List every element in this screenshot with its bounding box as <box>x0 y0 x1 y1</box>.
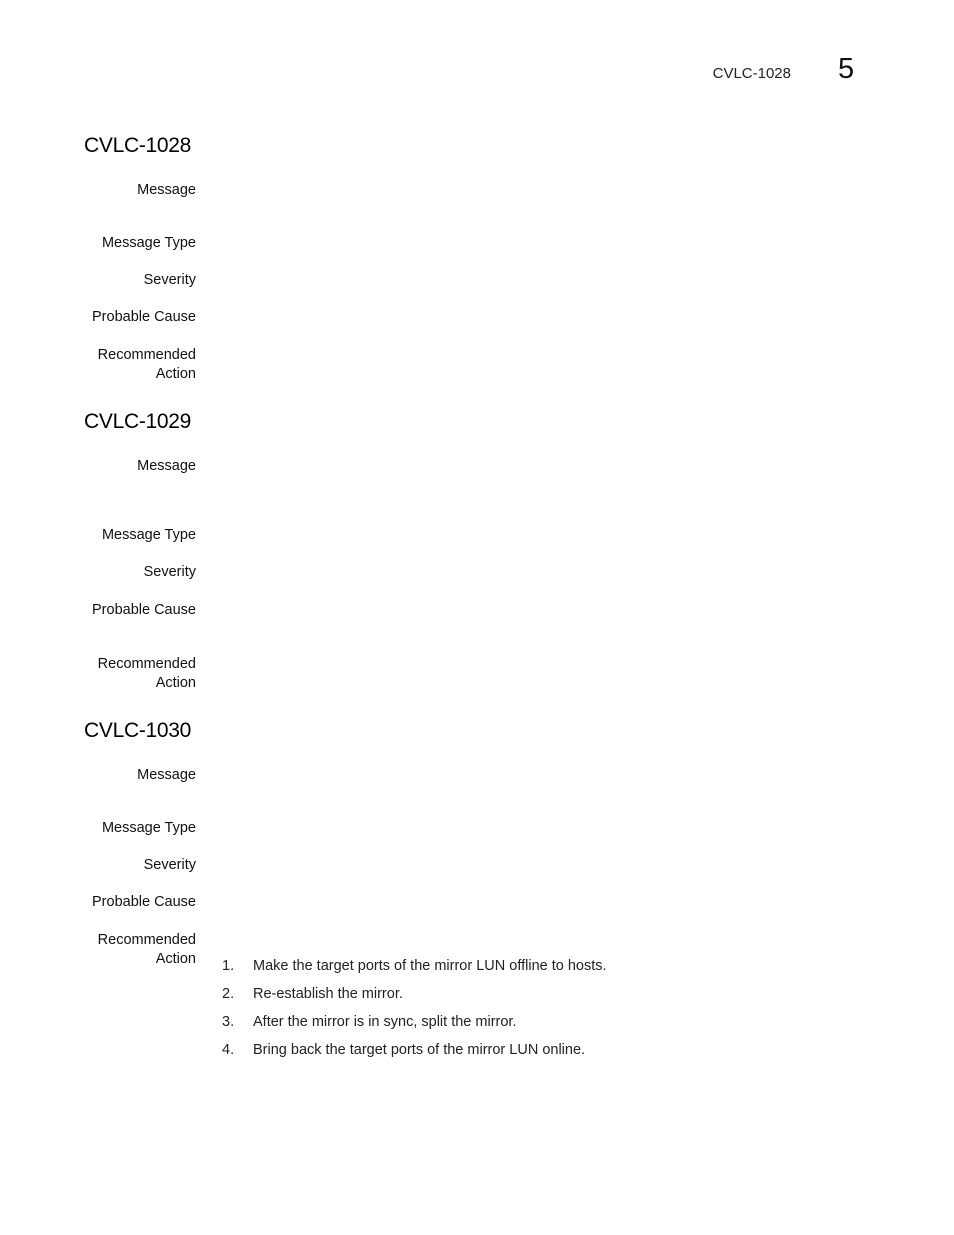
severity-label: Severity <box>143 564 196 580</box>
message-label: Message <box>137 767 196 783</box>
list-item <box>222 1042 842 1058</box>
severity-label: Severity <box>143 272 196 288</box>
section-title: CVLC-1030 <box>84 719 192 742</box>
message-type-label: Message Type <box>101 527 196 543</box>
severity-label: Severity <box>143 857 196 873</box>
probable-cause-label: Probable Cause <box>92 894 196 910</box>
step-number: 2. <box>222 986 235 1002</box>
probable-cause-label: Probable Cause <box>92 602 196 618</box>
step-text: Re-establish the mirror. <box>253 986 403 1002</box>
message-type-label: Message Type <box>101 820 196 836</box>
running-title: CVLC-1028 <box>712 65 791 82</box>
step-text: After the mirror is in sync, split the mirror. <box>253 1014 517 1030</box>
list-item <box>222 986 842 1002</box>
recommended-action-label: Recommended Action <box>97 656 196 691</box>
step-number: 1. <box>222 958 235 974</box>
message-type-label: Message Type <box>101 235 196 251</box>
message-label: Message <box>137 182 196 198</box>
step-text: Make the target ports of the mirror LUN offline to hosts. <box>253 958 607 974</box>
step-number: 4. <box>222 1042 235 1058</box>
list-item <box>222 958 842 974</box>
section-title: CVLC-1028 <box>84 134 192 157</box>
recommended-action-label: Recommended Action <box>97 347 196 382</box>
step-text: Bring back the target ports of the mirror LUN online. <box>253 1042 586 1058</box>
probable-cause-label: Probable Cause <box>92 309 196 325</box>
list-item <box>222 1014 842 1030</box>
step-number: 3. <box>222 1014 235 1030</box>
chapter-number: 5 <box>838 53 855 85</box>
section-title: CVLC-1029 <box>84 410 192 433</box>
recommended-action-label: Recommended Action <box>97 932 196 967</box>
message-label: Message <box>137 458 196 474</box>
